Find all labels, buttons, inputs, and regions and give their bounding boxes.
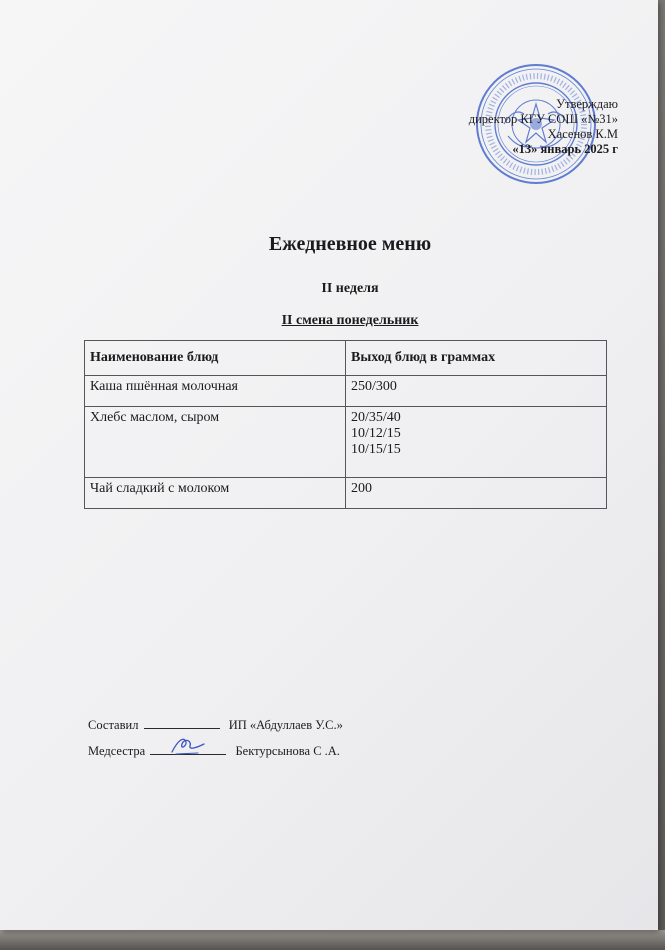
dish-name-cell: Чай сладкий с молоком <box>85 478 346 509</box>
compiled-by-label: Составил <box>88 718 139 732</box>
table-header-row <box>85 341 607 376</box>
dish-name-cell: Хлебс маслом, сыром <box>85 407 346 478</box>
approval-date: «13» январь 2025 г <box>512 142 618 156</box>
nurse-label: Медсестра <box>88 744 146 758</box>
signature-blank <box>144 718 220 729</box>
header-portion-weight: Выход блюд в граммах <box>346 341 607 376</box>
table-row <box>85 407 607 478</box>
approval-position: директор КГУ СОШ «№31» <box>468 112 618 126</box>
dish-name-cell: Каша пшённая молочная <box>85 376 346 407</box>
portion-value: 20/35/40 <box>351 410 401 425</box>
portion-cell <box>346 407 607 478</box>
portion-value: 250/300 <box>351 379 397 394</box>
table-surface <box>0 930 665 950</box>
signature-icon <box>168 734 208 758</box>
signature-blank <box>150 744 226 755</box>
approval-name: Хасенов К.М <box>547 127 618 141</box>
portion-cell <box>346 376 607 407</box>
header-dish-name: Наименование блюд <box>85 341 346 376</box>
week-label: II неделя <box>321 281 379 296</box>
table-row <box>85 376 607 407</box>
portion-value: 10/12/15 <box>351 426 401 441</box>
compiled-by-name: ИП «Абдуллаев У.С.» <box>228 718 343 732</box>
table-row <box>85 478 607 509</box>
portion-cell <box>346 478 607 509</box>
approval-block <box>469 97 618 157</box>
portion-value: 200 <box>351 481 372 496</box>
nurse-name: Бектурсынова С .А. <box>235 744 340 758</box>
approval-heading: Утверждаю <box>556 97 618 111</box>
compiled-by-line <box>88 718 343 733</box>
nurse-line <box>88 744 340 759</box>
shift-label: II смена понедельник <box>281 313 419 328</box>
portion-value: 10/15/15 <box>351 442 401 457</box>
document-title: Ежедневное меню <box>268 233 432 255</box>
menu-table <box>84 340 607 509</box>
